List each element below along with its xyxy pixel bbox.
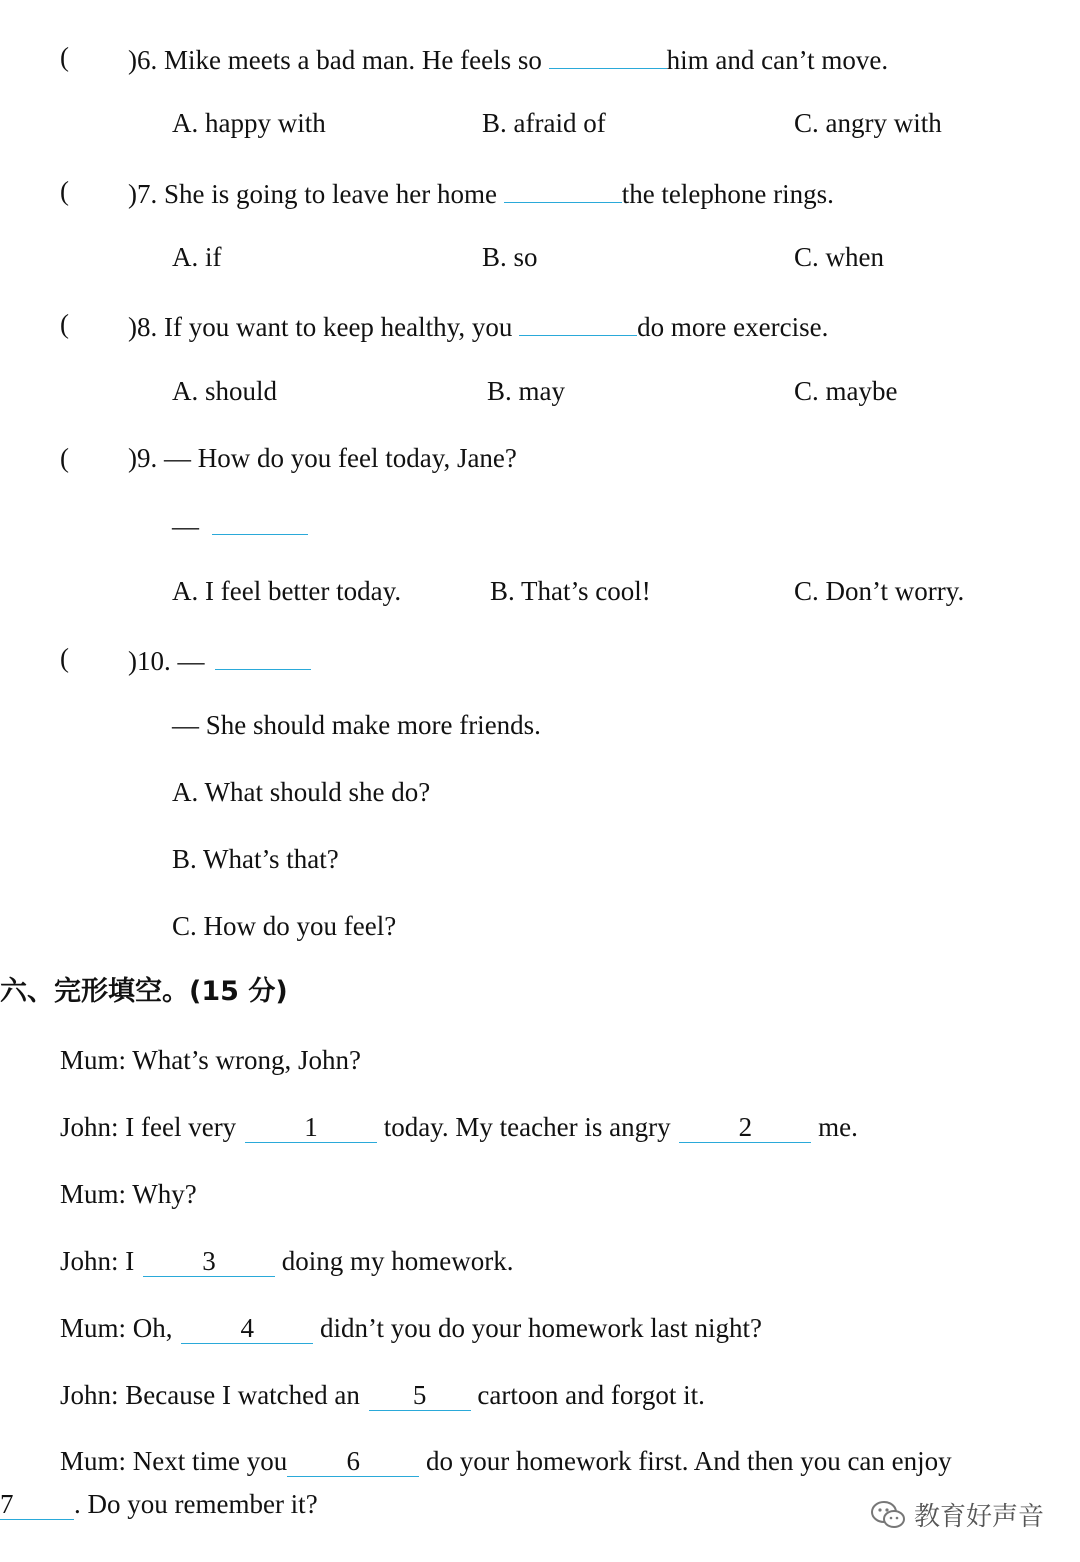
dialog-line-8: 7 . Do you remember it? [0, 1489, 318, 1519]
option-6b: B. afraid of [482, 108, 606, 138]
blank-10[interactable] [215, 641, 311, 670]
watermark [870, 1496, 1044, 1533]
cloze-blank-4[interactable]: 4 [181, 1313, 313, 1344]
dialog-line-2: John: I feel very 1 today. My teacher is angry 2 me. [60, 1112, 858, 1142]
option-6c: C. angry with [794, 108, 942, 138]
option-7b: B. so [482, 242, 538, 272]
cloze-blank-1[interactable]: 1 [245, 1112, 377, 1143]
option-7c: C. when [794, 242, 884, 272]
answer-paren-8: ( [60, 309, 69, 339]
dialog-line-6: John: Because I watched an 5 cartoon and forgot it. [60, 1380, 705, 1410]
option-8c: C. maybe [794, 376, 898, 406]
option-10c: C. How do you feel? [172, 911, 397, 941]
blank-7[interactable] [504, 174, 622, 203]
answer-paren-7: ( [60, 176, 69, 206]
option-9a: A. I feel better today. [172, 576, 402, 606]
cloze-blank-5[interactable]: 5 [369, 1380, 471, 1411]
option-8a: A. should [172, 376, 278, 406]
question-7: )7. She is going to leave her home the telephone rings. [128, 174, 834, 211]
dialog-line-4: John: I 3 doing my homework. [60, 1246, 514, 1276]
question-10: )10. — [128, 641, 311, 678]
dialog-line-3: Mum: Why? [60, 1179, 197, 1209]
blank-9[interactable] [212, 506, 308, 535]
option-9c: C. Don’t worry. [794, 576, 965, 606]
blank-8[interactable] [519, 307, 637, 336]
question-9: )9. — How do you feel today, Jane? [128, 443, 517, 473]
question-6: )6. Mike meets a bad man. He feels so him and can’t move. [128, 40, 888, 77]
cloze-blank-2[interactable]: 2 [679, 1112, 811, 1143]
answer-paren-9: ( [60, 443, 69, 473]
option-10b: B. What’s that? [172, 844, 339, 874]
answer-paren-10: ( [60, 643, 69, 673]
cloze-blank-7[interactable]: 7 [0, 1489, 74, 1520]
section-title: 六、完形填空。(15 分) [0, 976, 288, 1007]
dialog-line-5: Mum: Oh, 4 didn’t you do your homework last night? [60, 1313, 762, 1343]
blank-6[interactable] [549, 40, 667, 69]
option-6a: A. happy with [172, 108, 326, 138]
watermark-text: 教育好声音 [913, 1502, 1044, 1532]
option-7a: A. if [172, 242, 222, 272]
cloze-blank-6[interactable]: 6 [287, 1446, 419, 1477]
dialog-line-1: Mum: What’s wrong, John? [60, 1045, 361, 1075]
wechat-icon [870, 1500, 906, 1530]
question-8: )8. If you want to keep healthy, you do more exercise. [128, 307, 828, 344]
cloze-blank-3[interactable]: 3 [143, 1246, 275, 1277]
reply-10: — She should make more friends. [172, 710, 541, 740]
option-9b: B. That’s cool! [490, 576, 651, 606]
answer-paren-6: ( [60, 42, 69, 72]
option-10a: A. What should she do? [172, 777, 431, 807]
dialog-line-7: Mum: Next time you 6 do your homework first. And then you can enjoy [60, 1446, 952, 1476]
answer-line-9: — [172, 506, 308, 543]
option-8b: B. may [487, 376, 565, 406]
